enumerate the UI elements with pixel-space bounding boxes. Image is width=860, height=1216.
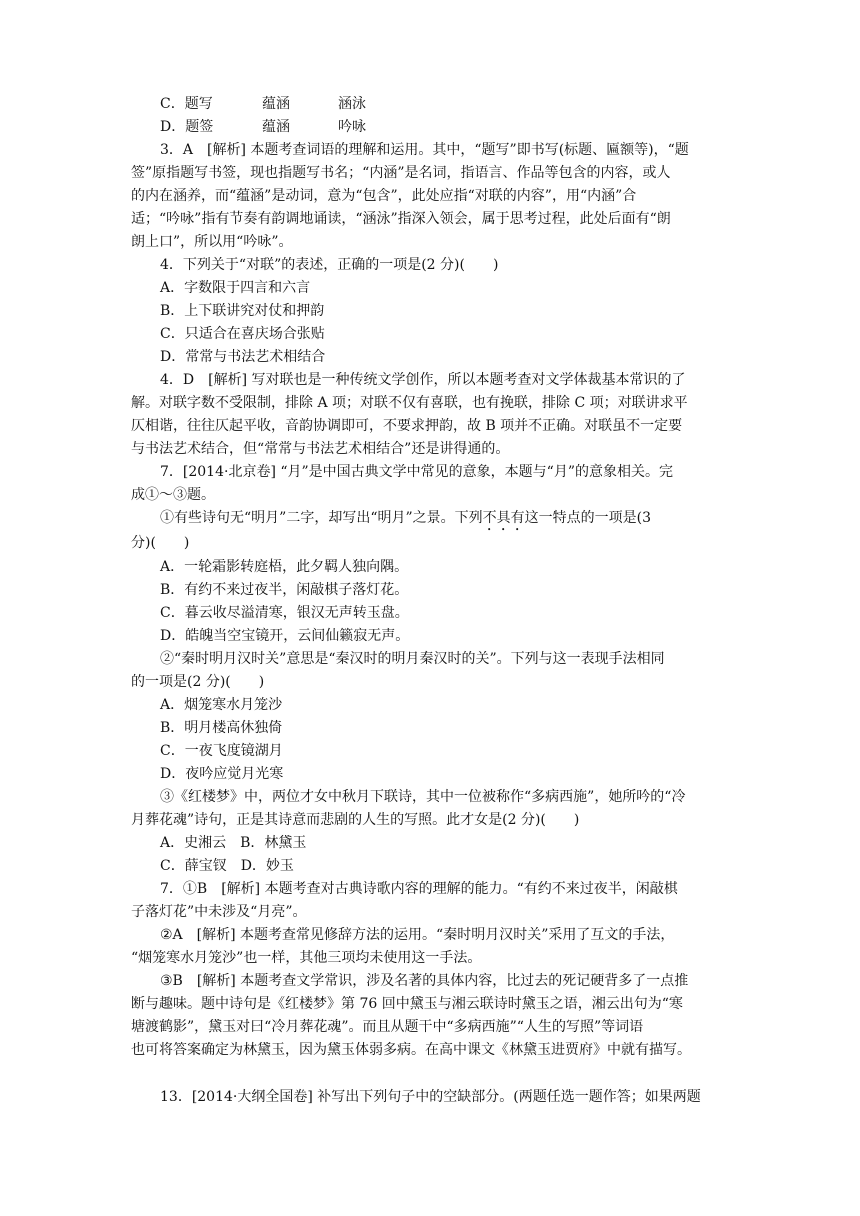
text-line (131, 415, 682, 437)
text-segment: 塘渡鹤影”，黛玉对曰“冷月葬花魂”。而且从题干中“多病西施”“人生的写照”等词语 (131, 1019, 644, 1035)
text-line (160, 556, 408, 578)
text-line (131, 392, 688, 414)
text-line (131, 162, 670, 184)
text-line (131, 947, 481, 969)
text-line (160, 93, 213, 115)
text-line (131, 484, 215, 506)
text-segment: 仄相谐，往往仄起平收，音韵协调即可，不要求押韵，故 B 项并不正确。对联虽不一定要 (131, 418, 683, 434)
text-segment: 签”原指题写书签，现也指题写书名；“内涵”是名词，指语言、作品等包含的内容，或人 (131, 165, 671, 181)
text-segment: D．常常与书法艺术相结合 (160, 349, 326, 365)
text-segment: A．字数限于四言和六言 (160, 280, 311, 296)
text-segment: A．烟笼寒水月笼沙 (160, 697, 283, 713)
text-line (160, 855, 294, 877)
text-segment: B．明月楼高休独倚 (160, 720, 283, 736)
text-line (160, 254, 498, 276)
text-line (160, 625, 409, 647)
text-line (338, 116, 366, 138)
text-segment: ③《红楼梦》中，两位才女中秋月下联诗，其中一位被称作“多病西施”，她所吟的“冷 (160, 789, 686, 805)
text-line (160, 786, 685, 808)
text-segment: 分)( ) (131, 535, 190, 551)
text-segment: 4．下列关于“对联”的表述，正确的一项是(2 分)( ) (160, 257, 499, 273)
text-segment: 蕴涵 (262, 119, 290, 135)
text-line (160, 507, 651, 534)
text-line (160, 1086, 701, 1108)
text-segment: 的内在涵养，而“蕴涵”是动词，意为“包含”，此处应指“对联的内容”，用“内涵”合 (131, 188, 637, 204)
text-segment: B．上下联讲究对仗和押韵 (160, 303, 325, 319)
text-segment: 断与趣味。题中诗句是《红楼梦》第 76 回中黛玉与湘云联诗时黛玉之语，湘云出句为“寒 (131, 996, 683, 1012)
text-segment: 涵泳 (338, 96, 366, 112)
text-segment: D．夜吟应觉月光寒 (160, 766, 284, 782)
text-segment: 解。对联字数不受限制，排除 A 项；对联不仅有喜联，也有挽联，排除 C 项；对联讲求平 (131, 395, 688, 411)
text-line (131, 185, 636, 207)
text-line (131, 208, 671, 230)
text-segment: ②A [解析] 本题考查常见修辞方法的运用。“秦时明月汉时关”采用了互文的手法， (160, 927, 675, 943)
text-line (160, 970, 688, 992)
text-line (160, 300, 324, 322)
text-segment: 子落灯花”中未涉及“月亮”。 (131, 904, 307, 920)
text-line (160, 648, 665, 670)
text-line (338, 93, 366, 115)
text-segment: A．一轮霜影转庭梧，此夕羁人独向隅。 (160, 559, 409, 575)
text-segment: 成①～③题。 (131, 487, 215, 503)
text-segment: 适；“吟咏”指有节奏有韵调地诵读，“涵泳”指深入领会，属于思考过程，此处后面有“朗 (131, 211, 671, 227)
text-segment: 7．[2014·北京卷] “月”是中国古典文学中常见的意象，本题与“月”的意象相关。完 (160, 464, 673, 480)
text-segment: A．史湘云 B．林黛玉 (160, 835, 307, 851)
text-segment: C．薛宝钗 D．妙玉 (160, 858, 294, 874)
text-line (262, 116, 290, 138)
text-segment: 也可将答案确定为林黛玉，因为黛玉体弱多病。在高中课文《林黛玉进贾府》中就有描写。 (131, 1042, 691, 1058)
text-segment: 4．D [解析] 写对联也是一种传统文学创作，所以本题考查对文学体裁基本常识的了 (160, 372, 686, 388)
text-segment: 3．A [解析] 本题考查词语的理解和运用。其中，“题写”即书写(标题、匾额等)，“题 (160, 142, 689, 158)
text-segment: C．题写 (160, 96, 213, 112)
text-line (160, 602, 409, 624)
text-segment: 这一特点的一项是(3 (524, 510, 652, 526)
text-line (131, 809, 579, 831)
text-segment: ①有些诗句无“明月”二字，却写出“明月”之景。下列 (160, 510, 483, 526)
text-line (160, 717, 282, 739)
text-segment: B．有约不来过夜半，闲敲棋子落灯花。 (160, 582, 409, 598)
text-segment: C．只适合在喜庆场合张贴 (160, 326, 325, 342)
text-line (160, 924, 674, 946)
text-line (160, 832, 306, 854)
text-line (160, 694, 282, 716)
text-segment: ②“秦时明月汉时关”意思是“秦汉时的明月秦汉时的关”。下列与这一表现手法相同 (160, 651, 665, 667)
text-line (160, 346, 325, 368)
text-line (160, 461, 673, 483)
text-segment: 吟咏 (338, 119, 366, 135)
text-line (131, 438, 509, 460)
text-line (131, 1039, 691, 1061)
text-line (262, 93, 290, 115)
text-segment: C．暮云收尽溢清寒，银汉无声转玉盘。 (160, 605, 409, 621)
text-line (160, 579, 408, 601)
text-line (160, 277, 310, 299)
text-line (131, 993, 683, 1015)
text-segment: 的一项是(2 分)( ) (131, 674, 265, 690)
text-segment: 月葬花魂”诗句，正是其诗意而悲剧的人生的写照。此才女是(2 分)( ) (131, 812, 580, 828)
text-segment: 7．①B [解析] 本题考查对古典诗歌内容的理解的能力。“有约不来过夜半，闲敲棋 (160, 881, 678, 897)
text-segment: 13．[2014·大纲全国卷] 补写出下列句子中的空缺部分。(两题任选一题作答；如果两题 (160, 1089, 701, 1105)
text-line (131, 901, 306, 923)
text-line (160, 139, 689, 161)
text-segment: ③B [解析] 本题考查文学常识，涉及名著的具体内容，比过去的死记硬背多了一点推 (160, 973, 689, 989)
text-line (131, 1016, 643, 1038)
text-line (160, 369, 686, 391)
text-line (131, 532, 189, 554)
text-line (131, 671, 264, 693)
emphasized-text: 不具有 (482, 510, 525, 526)
text-line (160, 878, 678, 900)
text-segment: 朗上口”，所以用“吟咏”。 (131, 234, 293, 250)
text-line (160, 323, 325, 345)
text-segment: D．皓魄当空宝镜开，云间仙籁寂无声。 (160, 628, 410, 644)
text-segment: 蕴涵 (262, 96, 290, 112)
text-line (160, 740, 283, 762)
text-line (160, 763, 283, 785)
text-segment: “烟笼寒水月笼沙”也一样，其他三项均未使用这一手法。 (131, 950, 482, 966)
text-line (160, 116, 213, 138)
text-segment: 与书法艺术结合，但“常常与书法艺术相结合”还是讲得通的。 (131, 441, 510, 457)
text-segment: C．一夜飞度镜湖月 (160, 743, 283, 759)
text-line (131, 231, 292, 253)
text-segment: D．题签 (160, 119, 214, 135)
